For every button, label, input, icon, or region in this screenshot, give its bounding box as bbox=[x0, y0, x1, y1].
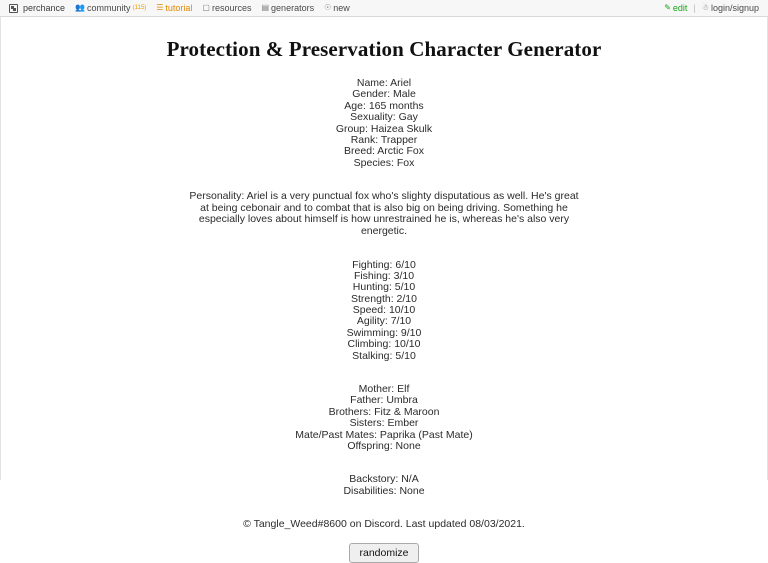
identity-line: Rank: Trapper bbox=[350, 133, 418, 146]
family-line: Mother: Elf bbox=[358, 383, 410, 396]
stat-line: Climbing: 10/10 bbox=[347, 338, 421, 351]
nav-community[interactable] bbox=[70, 0, 151, 16]
login-signup-button[interactable] bbox=[697, 0, 764, 16]
nav-tutorial-label: tutorial bbox=[165, 3, 193, 13]
nav-resources[interactable] bbox=[197, 0, 256, 16]
family-line: Offspring: None bbox=[347, 439, 421, 452]
perchance-brand-label: perchance bbox=[23, 3, 66, 13]
generator-page bbox=[0, 17, 768, 559]
edit-label: edit bbox=[672, 3, 688, 13]
person-icon: ☃ bbox=[701, 3, 709, 12]
family-line: Father: Umbra bbox=[350, 394, 418, 407]
identity-line: Name: Ariel bbox=[356, 77, 412, 89]
identity-block bbox=[1, 78, 767, 169]
pencil-icon: ✎ bbox=[664, 3, 671, 12]
nav-generators[interactable] bbox=[256, 0, 319, 16]
extras-line: Disabilities: None bbox=[343, 484, 425, 497]
box-icon: ▢ bbox=[202, 3, 210, 12]
stat-line: Stalking: 5/10 bbox=[352, 349, 416, 362]
nav-new-label: new bbox=[333, 3, 350, 13]
personality-paragraph: Personality: Ariel is a very punctual fox who's slighty disputatious as well. He's great at being cebonair and to combat that is also big on being driving. Something he especially loves about himself is how unrestrained he is, whereas he's also very energetic. bbox=[189, 190, 579, 237]
family-line: Mate/Past Mates: Paprika (Past Mate) bbox=[295, 428, 473, 441]
nav-generators-label: generators bbox=[271, 3, 315, 13]
login-signup-label: login/signup bbox=[710, 3, 759, 13]
identity-line: Species: Fox bbox=[353, 156, 415, 169]
topbar-left-group bbox=[4, 0, 355, 16]
spacer bbox=[1, 169, 767, 180]
generator-content bbox=[1, 17, 767, 563]
stat-line: Fishing: 3/10 bbox=[353, 269, 415, 282]
spacer bbox=[1, 249, 767, 260]
nav-community-count: (115) bbox=[132, 4, 147, 11]
page-title: Protection & Preservation Character Generator bbox=[166, 37, 602, 61]
identity-line: Breed: Arctic Fox bbox=[344, 145, 424, 158]
extras-line: Backstory: N/A bbox=[349, 473, 419, 486]
nav-resources-label: resources bbox=[211, 3, 252, 13]
stat-line: Fighting: 6/10 bbox=[352, 258, 416, 271]
identity-line: Gender: Male bbox=[352, 88, 416, 101]
topbar-divider: | bbox=[693, 3, 696, 13]
stat-line: Agility: 7/10 bbox=[356, 315, 412, 328]
topbar-right-group bbox=[659, 0, 764, 16]
people-icon: 👥 bbox=[75, 3, 85, 12]
list-icon: ▤ bbox=[261, 3, 270, 12]
plus-circle-icon: ☉ bbox=[324, 3, 332, 12]
stat-line: Hunting: 5/10 bbox=[352, 281, 416, 294]
identity-line: Group: Haizea Skulk bbox=[335, 122, 433, 135]
identity-line: Age: 165 months bbox=[344, 99, 424, 112]
stats-block bbox=[1, 260, 767, 363]
nav-new[interactable] bbox=[319, 0, 355, 16]
extras-block bbox=[1, 474, 767, 497]
stat-line: Strength: 2/10 bbox=[351, 292, 417, 305]
site-top-bar bbox=[0, 0, 768, 17]
book-icon: ☰ bbox=[156, 3, 164, 12]
credit-line: © Tangle_Weed#8600 on Discord. Last updated 08/03/2021. bbox=[243, 518, 525, 531]
spacer bbox=[1, 497, 767, 508]
edit-button[interactable] bbox=[659, 0, 692, 16]
spacer bbox=[1, 238, 767, 249]
nav-tutorial[interactable] bbox=[151, 0, 197, 16]
family-line: Brothers: Fitz & Maroon bbox=[328, 405, 440, 418]
perchance-logo-icon bbox=[9, 4, 18, 13]
stat-line: Speed: 10/10 bbox=[352, 304, 416, 317]
perchance-logo-link[interactable] bbox=[4, 0, 70, 16]
identity-line: Sexuality: Gay bbox=[350, 111, 418, 124]
spacer bbox=[1, 452, 767, 463]
family-block bbox=[1, 384, 767, 452]
nav-community-label: community bbox=[87, 3, 131, 13]
randomize-button[interactable]: randomize bbox=[349, 543, 418, 563]
family-line: Sisters: Ember bbox=[349, 417, 419, 430]
spacer bbox=[1, 362, 767, 373]
stat-line: Swimming: 9/10 bbox=[346, 326, 422, 339]
